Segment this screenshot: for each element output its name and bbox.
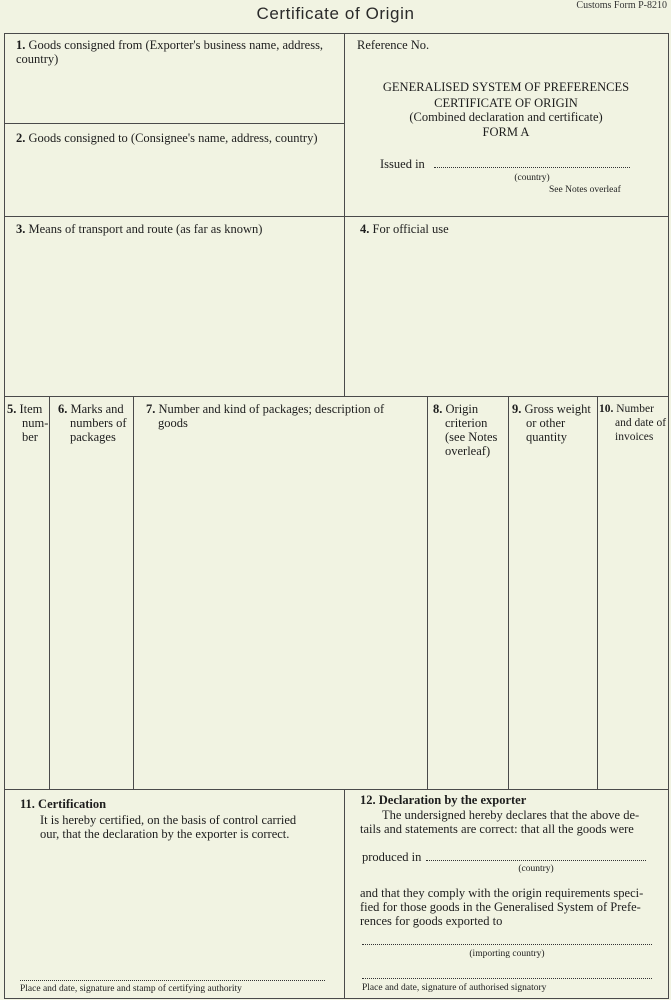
authorised-caption: Place and date, signature of authorised signatory <box>362 983 547 993</box>
box2-label: 2. Goods consigned to (Consignee's name, address, country) <box>16 131 318 145</box>
declaration-text-1: The undersigned hereby declares that the above de- <box>382 808 640 822</box>
form-number: Customs Form P-8210 <box>576 0 667 11</box>
col9-header: 9. Gross weight or other quantity <box>512 402 591 444</box>
certifying-caption: Place and date, signature and stamp of certifying authority <box>20 984 242 994</box>
certification-title: 11. Certification <box>20 797 107 811</box>
issued-in-field[interactable] <box>434 167 630 168</box>
box3-label: 3. Means of transport and route (as far as known) <box>16 222 263 236</box>
certifying-signature-field[interactable] <box>20 980 325 981</box>
declaration-text-4: fied for those goods in the Generalised System of Prefe- <box>360 900 641 914</box>
form-a-heading: FORM A <box>482 125 530 139</box>
declaration-text-3: and that they comply with the origin requirements speci- <box>360 886 644 900</box>
see-notes-label: See Notes overleaf <box>549 185 621 195</box>
issued-in-label: Issued in <box>380 157 425 171</box>
col-divider-8 <box>508 396 509 789</box>
upper-divider <box>344 33 345 397</box>
authorised-signature-field[interactable] <box>362 978 652 979</box>
col6-header: 6. Marks and numbers of packages <box>58 402 127 444</box>
col-divider-5 <box>49 396 50 789</box>
declaration-title: 12. Declaration by the exporter <box>360 793 527 807</box>
col-divider-6 <box>133 396 134 789</box>
row-divider-3 <box>4 216 669 217</box>
col8-header: 8. Origin criterion (see Notes overleaf) <box>433 402 498 458</box>
frame-top-border <box>4 33 669 34</box>
produced-in-label: produced in <box>362 850 422 864</box>
col-divider-7 <box>427 396 428 789</box>
issued-in-caption: (country) <box>514 173 550 183</box>
produced-in-field[interactable] <box>426 860 646 861</box>
page-title: Certificate of Origin <box>256 4 415 23</box>
box4-label: 4. For official use <box>360 222 449 236</box>
frame-bottom-border <box>4 998 669 999</box>
row-divider-bottom <box>4 789 669 790</box>
frame-left-border <box>4 33 5 999</box>
declaration-text-2: tails and statements are correct: that all the goods were <box>360 822 634 836</box>
col7-header: 7. Number and kind of packages; description of goods <box>146 402 385 430</box>
gsp-heading: GENERALISED SYSTEM OF PREFERENCES <box>382 80 630 94</box>
box1-divider <box>4 123 344 124</box>
produced-in-caption: (country) <box>518 864 554 874</box>
certification-text-2: our, that the declaration by the exporter is correct. <box>40 827 290 841</box>
col10-header: 10. Number and date of invoices <box>599 403 667 443</box>
col-divider-9 <box>597 396 598 789</box>
certificate-heading: CERTIFICATE OF ORIGIN <box>434 96 578 110</box>
col5-header: 5. Item num- ber <box>7 402 49 444</box>
certification-text-1: It is hereby certified, on the basis of control carried <box>40 813 297 827</box>
frame-right-border <box>668 33 669 999</box>
row-divider-columns <box>4 396 669 397</box>
importing-country-caption: (importing country) <box>469 949 545 959</box>
declaration-text-5: rences for goods exported to <box>360 914 503 928</box>
combined-heading: (Combined declaration and certificate) <box>409 110 603 124</box>
box1-label: 1. Goods consigned from (Exporter's business name, address, country) <box>16 38 324 66</box>
bottom-divider <box>344 789 345 999</box>
importing-country-field[interactable] <box>362 944 652 945</box>
reference-label: Reference No. <box>357 38 430 52</box>
